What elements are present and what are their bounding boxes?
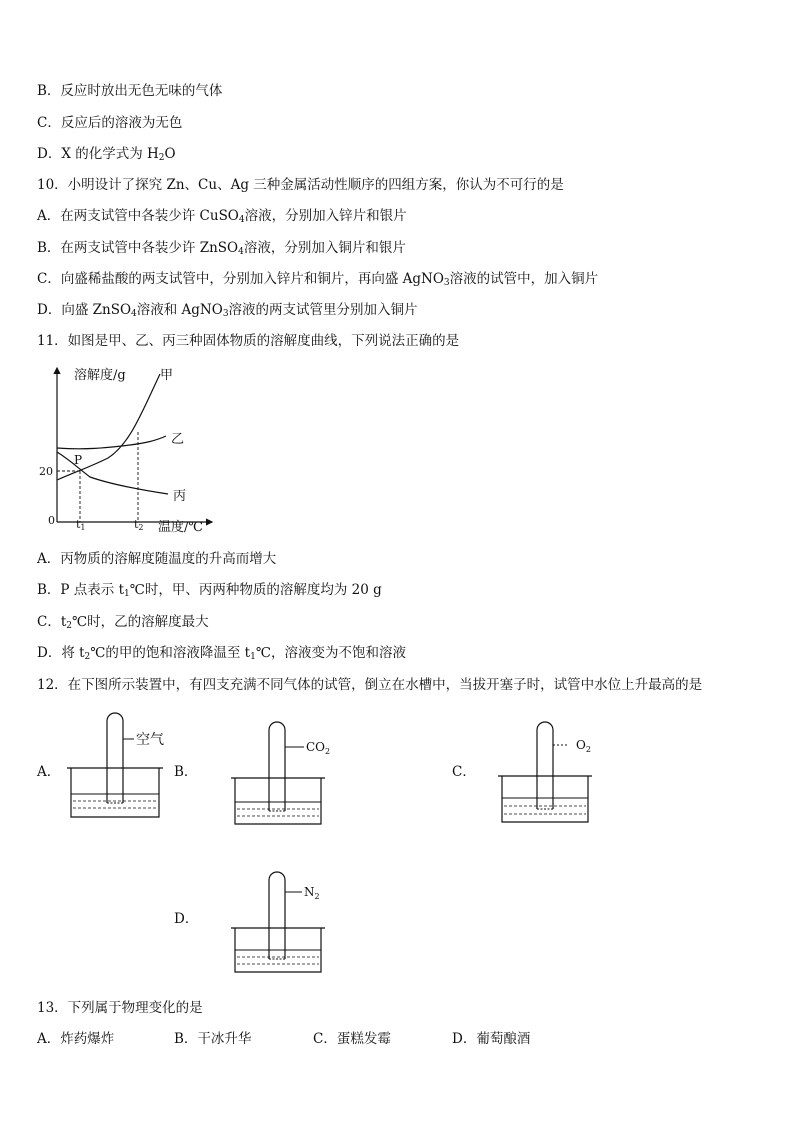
q12-option-d-label: D． bbox=[174, 911, 199, 927]
q9-option-c: C．反应后的溶液为无色 bbox=[37, 115, 183, 131]
apparatus-c bbox=[495, 718, 605, 826]
q10-option-b: B．在两支试管中各装少许 ZnSO$_4$溶液，分别加入铜片和银片 bbox=[37, 240, 406, 257]
y-axis-label: 溶解度/g bbox=[74, 368, 126, 383]
label-jia: 甲 bbox=[160, 368, 174, 383]
point-p-label: P bbox=[74, 453, 83, 467]
q12-option-a-label: A． bbox=[37, 764, 61, 780]
q13-option-b: B．干冰升华 bbox=[174, 1031, 252, 1047]
q11-option-c: C．$t_2℃$时，乙的溶解度最大 bbox=[37, 614, 209, 631]
q12-option-b-label: B． bbox=[174, 764, 198, 780]
q12-stem: 12．在下图所示装置中，有四支充满不同气体的试管，倒立在水槽中，当拔开塞子时，试管中水位上升最高的是 bbox=[37, 677, 703, 693]
apparatus-a bbox=[60, 712, 180, 824]
q11-option-d: D．将 $t_2℃$的甲的饱和溶液降温至 $t_1℃$，溶液变为不饱和溶液 bbox=[37, 645, 406, 662]
q9-option-d: D．X 的化学式为 $H_2O$ bbox=[37, 146, 176, 163]
gas-label-co2: $CO_2$ bbox=[306, 740, 331, 756]
label-yi: 乙 bbox=[171, 432, 185, 447]
q11-option-a: A．丙物质的溶解度随温度的升高而增大 bbox=[37, 551, 277, 567]
curve-jia bbox=[57, 374, 160, 480]
y-tick-20: 20 bbox=[39, 465, 53, 478]
q9-option-b: B．反应时放出无色无味的气体 bbox=[37, 83, 223, 99]
t1-tick-label: t1 bbox=[76, 518, 86, 532]
q11-stem: 11．如图是甲、乙、丙三种固体物质的溶解度曲线，下列说法正确的是 bbox=[37, 333, 460, 349]
origin-label: 0 bbox=[48, 514, 55, 527]
label-bing: 丙 bbox=[173, 489, 187, 504]
solubility-curve-diagram bbox=[30, 362, 220, 538]
q13-option-c: C．蛋糕发霉 bbox=[313, 1031, 391, 1047]
q10-option-d: D．向盛 ZnSO$_4$溶液和 AgNO$_3$溶液的两支试管里分别加入铜片 bbox=[37, 302, 418, 319]
q10-option-c: C．向盛稀盐酸的两支试管中，分别加入锌片和铜片，再向盛 AgNO$_3$溶液的试管中，加入铜片 bbox=[37, 271, 599, 288]
gas-label-n2: $N_2$ bbox=[304, 885, 320, 901]
q13-option-d: D．葡萄酿酒 bbox=[452, 1031, 531, 1047]
x-axis-label: 温度/℃ bbox=[158, 520, 203, 535]
q11-option-b: B．P 点表示 $t_1℃$时，甲、丙两种物质的溶解度均为 20 g bbox=[37, 582, 382, 599]
curve-yi bbox=[57, 436, 166, 449]
apparatus-b bbox=[228, 720, 338, 828]
t2-tick-label: t2 bbox=[134, 518, 144, 532]
q10-option-a: A．在两支试管中各装少许 CuSO$_4$溶液，分别加入锌片和银片 bbox=[37, 208, 407, 225]
gas-label-air: 空气 bbox=[136, 732, 164, 748]
q10-stem: 10．小明设计了探究 Zn、Cu、Ag 三种金属活动性顺序的四组方案，你认为不可行的是 bbox=[37, 177, 564, 193]
q12-option-c-label: C． bbox=[452, 764, 476, 780]
q13-option-a: A．炸药爆炸 bbox=[37, 1031, 115, 1047]
q13-stem: 13．下列属于物理变化的是 bbox=[37, 1000, 203, 1016]
gas-label-o2: $O_2$ bbox=[576, 738, 591, 754]
apparatus-d bbox=[228, 868, 338, 976]
